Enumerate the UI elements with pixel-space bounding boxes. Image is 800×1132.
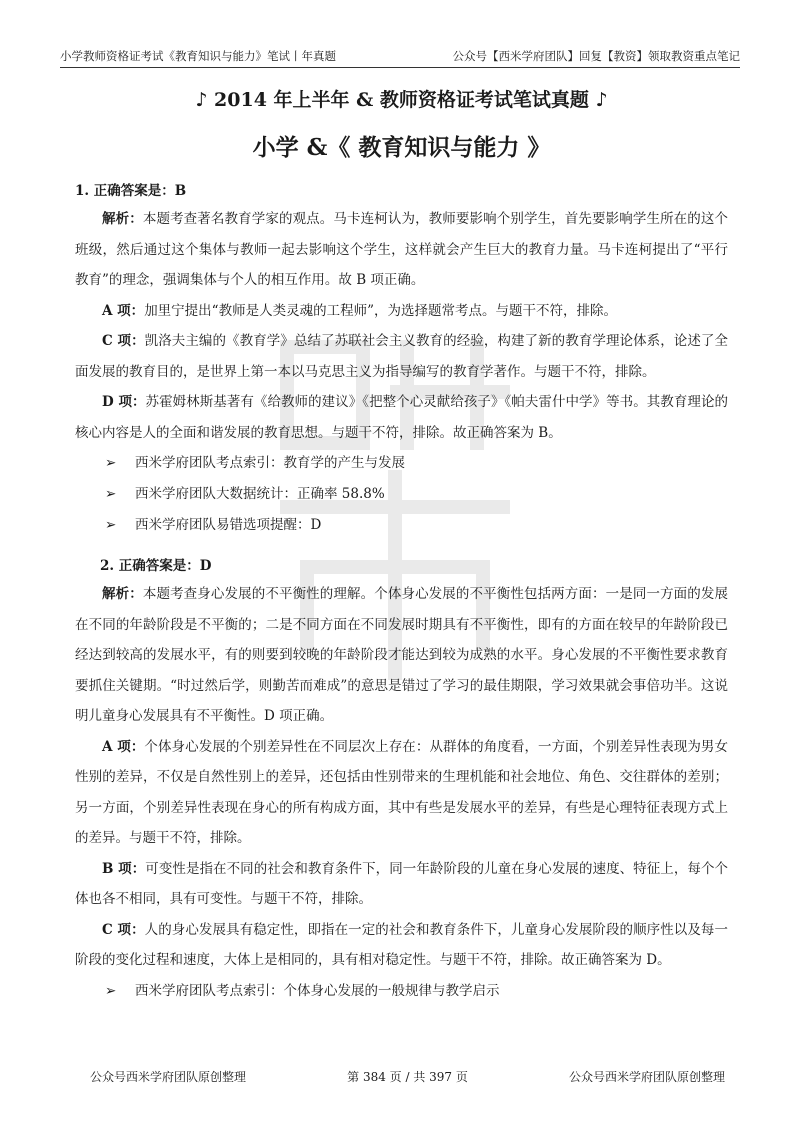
question-1-answer: 1. 正确答案是：B xyxy=(75,183,187,199)
subject-title: 小学 &《 教育知识与能力 》 xyxy=(252,134,551,161)
page-content xyxy=(75,82,728,1007)
q2-option-a-label: A 项： xyxy=(102,738,145,755)
arrow-icon: ➢ xyxy=(105,455,117,471)
q1-option-c xyxy=(75,326,728,387)
q2-analysis xyxy=(75,579,728,732)
exam-title: ♪ 2014 年上半年 & 教师资格证考试笔试真题 ♪ xyxy=(195,89,608,111)
q1-option-d xyxy=(75,387,728,448)
arrow-icon: ➢ xyxy=(105,517,117,533)
q2-analysis-label: 解析： xyxy=(102,586,143,602)
q2-bullet-topic xyxy=(75,976,728,1007)
q2-option-a xyxy=(75,732,728,854)
page-header xyxy=(60,44,740,68)
header-right-text: 公众号【西米学府团队】回复【教资】领取教资重点笔记 xyxy=(452,49,740,63)
q2-option-b-text: 可变性是指在不同的社会和教育条件下，同一年龄阶段的儿童在身心发展的速度、特征上，每个个体也各不相同，具有可变性。与题干不符，排除。 xyxy=(75,860,728,907)
q2-option-a-text: 个体身心发展的个别差异性在不同层次上存在：从群体的角度看，一方面，个别差异性表现为男女性别的差异，不仅是自然性别上的差异，还包括由性别带来的生理机能和社会地位、角色、交往群体的差别；另一方面，个别差异性表现在身心的所有构成方面，其中有些是发展水平的差异，有些是心理特征表现方式上的差异。与题干不符，排除。 xyxy=(75,738,728,846)
q1-bullet-error xyxy=(75,510,728,541)
q1-analysis xyxy=(75,204,728,296)
footer-left-text: 公众号西米学府团队原创整理 xyxy=(90,1070,247,1084)
page-number: 第 384 页 / 共 397 页 xyxy=(347,1070,468,1084)
q1-analysis-label: 解析： xyxy=(102,211,143,227)
q2-option-b xyxy=(75,854,728,915)
q2-option-c xyxy=(75,915,728,976)
q2-option-c-label: C 项： xyxy=(102,921,145,938)
q1-option-d-text: 苏霍姆林斯基著有《给教师的建议》《把整个心灵献给孩子》《帕夫雷什中学》等书。其教育理论的核心内容是人的全面和谐发展的教育思想。与题干不符，排除。故正确答案为 B。 xyxy=(75,394,728,441)
q1-option-a-text: 加里宁提出“教师是人类灵魂的工程师”，为选择题常考点。与题干不符，排除。 xyxy=(144,302,617,319)
q1-bullet-stats xyxy=(75,479,728,510)
q1-option-c-label: C 项： xyxy=(102,333,145,349)
q1-option-a xyxy=(75,296,728,327)
arrow-icon: ➢ xyxy=(105,486,117,502)
q1-analysis-text: 本题考查著名教育学家的观点。马卡连柯认为，教师要影响个别学生，首先要影响学生所在的这个班级，然后通过这个集体与教师一起去影响这个学生，这样就会产生巨大的教育力量。马卡连柯提出了“平行教育”的理念，强调集体与个人的相互作用。故 B 项正确。 xyxy=(75,211,729,288)
q1-bullet-topic xyxy=(75,448,728,479)
q1-option-a-label: A 项： xyxy=(102,302,145,319)
q1-bullet-topic-text: 西米学府团队考点索引：教育学的产生与发展 xyxy=(135,455,405,471)
q1-option-c-text: 凯洛夫主编的《教育学》总结了苏联社会主义教育的经验，构建了新的教育学理论体系，论述了全面发展的教育目的，是世界上第一本以马克思主义为指导编写的教育学著作。与题干不符，排除。 xyxy=(75,333,728,380)
page-footer xyxy=(90,1068,725,1085)
question-2-answer: 2. 正确答案是：D xyxy=(100,558,212,574)
q2-option-c-text: 人的身心发展具有稳定性，即指在一定的社会和教育条件下，儿童身心发展阶段的顺序性以及每一阶段的变化过程和速度，大体上是相同的，具有相对稳定性。与题干不符，排除。故正确答案为 D。 xyxy=(75,921,728,968)
q2-option-b-label: B 项： xyxy=(102,860,146,877)
q1-bullet-error-text: 西米学府团队易错选项提醒：D xyxy=(135,517,322,533)
header-left-text: 小学教师资格证考试《教育知识与能力》笔试丨年真题 xyxy=(60,49,336,63)
footer-right-text: 公众号西米学府团队原创整理 xyxy=(568,1070,725,1084)
q1-bullet-stats-text: 西米学府团队大数据统计：正确率 58.8% xyxy=(135,486,385,502)
q2-bullet-topic-text: 西米学府团队考点索引：个体身心发展的一般规律与教学启示 xyxy=(135,982,500,999)
q2-analysis-text: 本题考查身心发展的不平衡性的理解。个体身心发展的不平衡性包括两方面：一是同一方面的发展在不同的年龄阶段是不平衡的；二是不同方面在不同发展时期具有不平衡性，即有的方面在较早的年龄阶段已经达到较高的发展水平，有的则要到较晚的年龄阶段才能达到较为成熟的水平。身心发展的不平衡性要求教育要抓住关键期。“时过然后学，则勤苦而难成”的意思是错过了学习的最佳期限，学习效果就会事倍功半。这说明儿童身心发展具有不平衡性。D 项正确。 xyxy=(75,586,729,724)
arrow-icon: ➢ xyxy=(105,982,117,999)
q1-option-d-label: D 项： xyxy=(102,394,146,410)
